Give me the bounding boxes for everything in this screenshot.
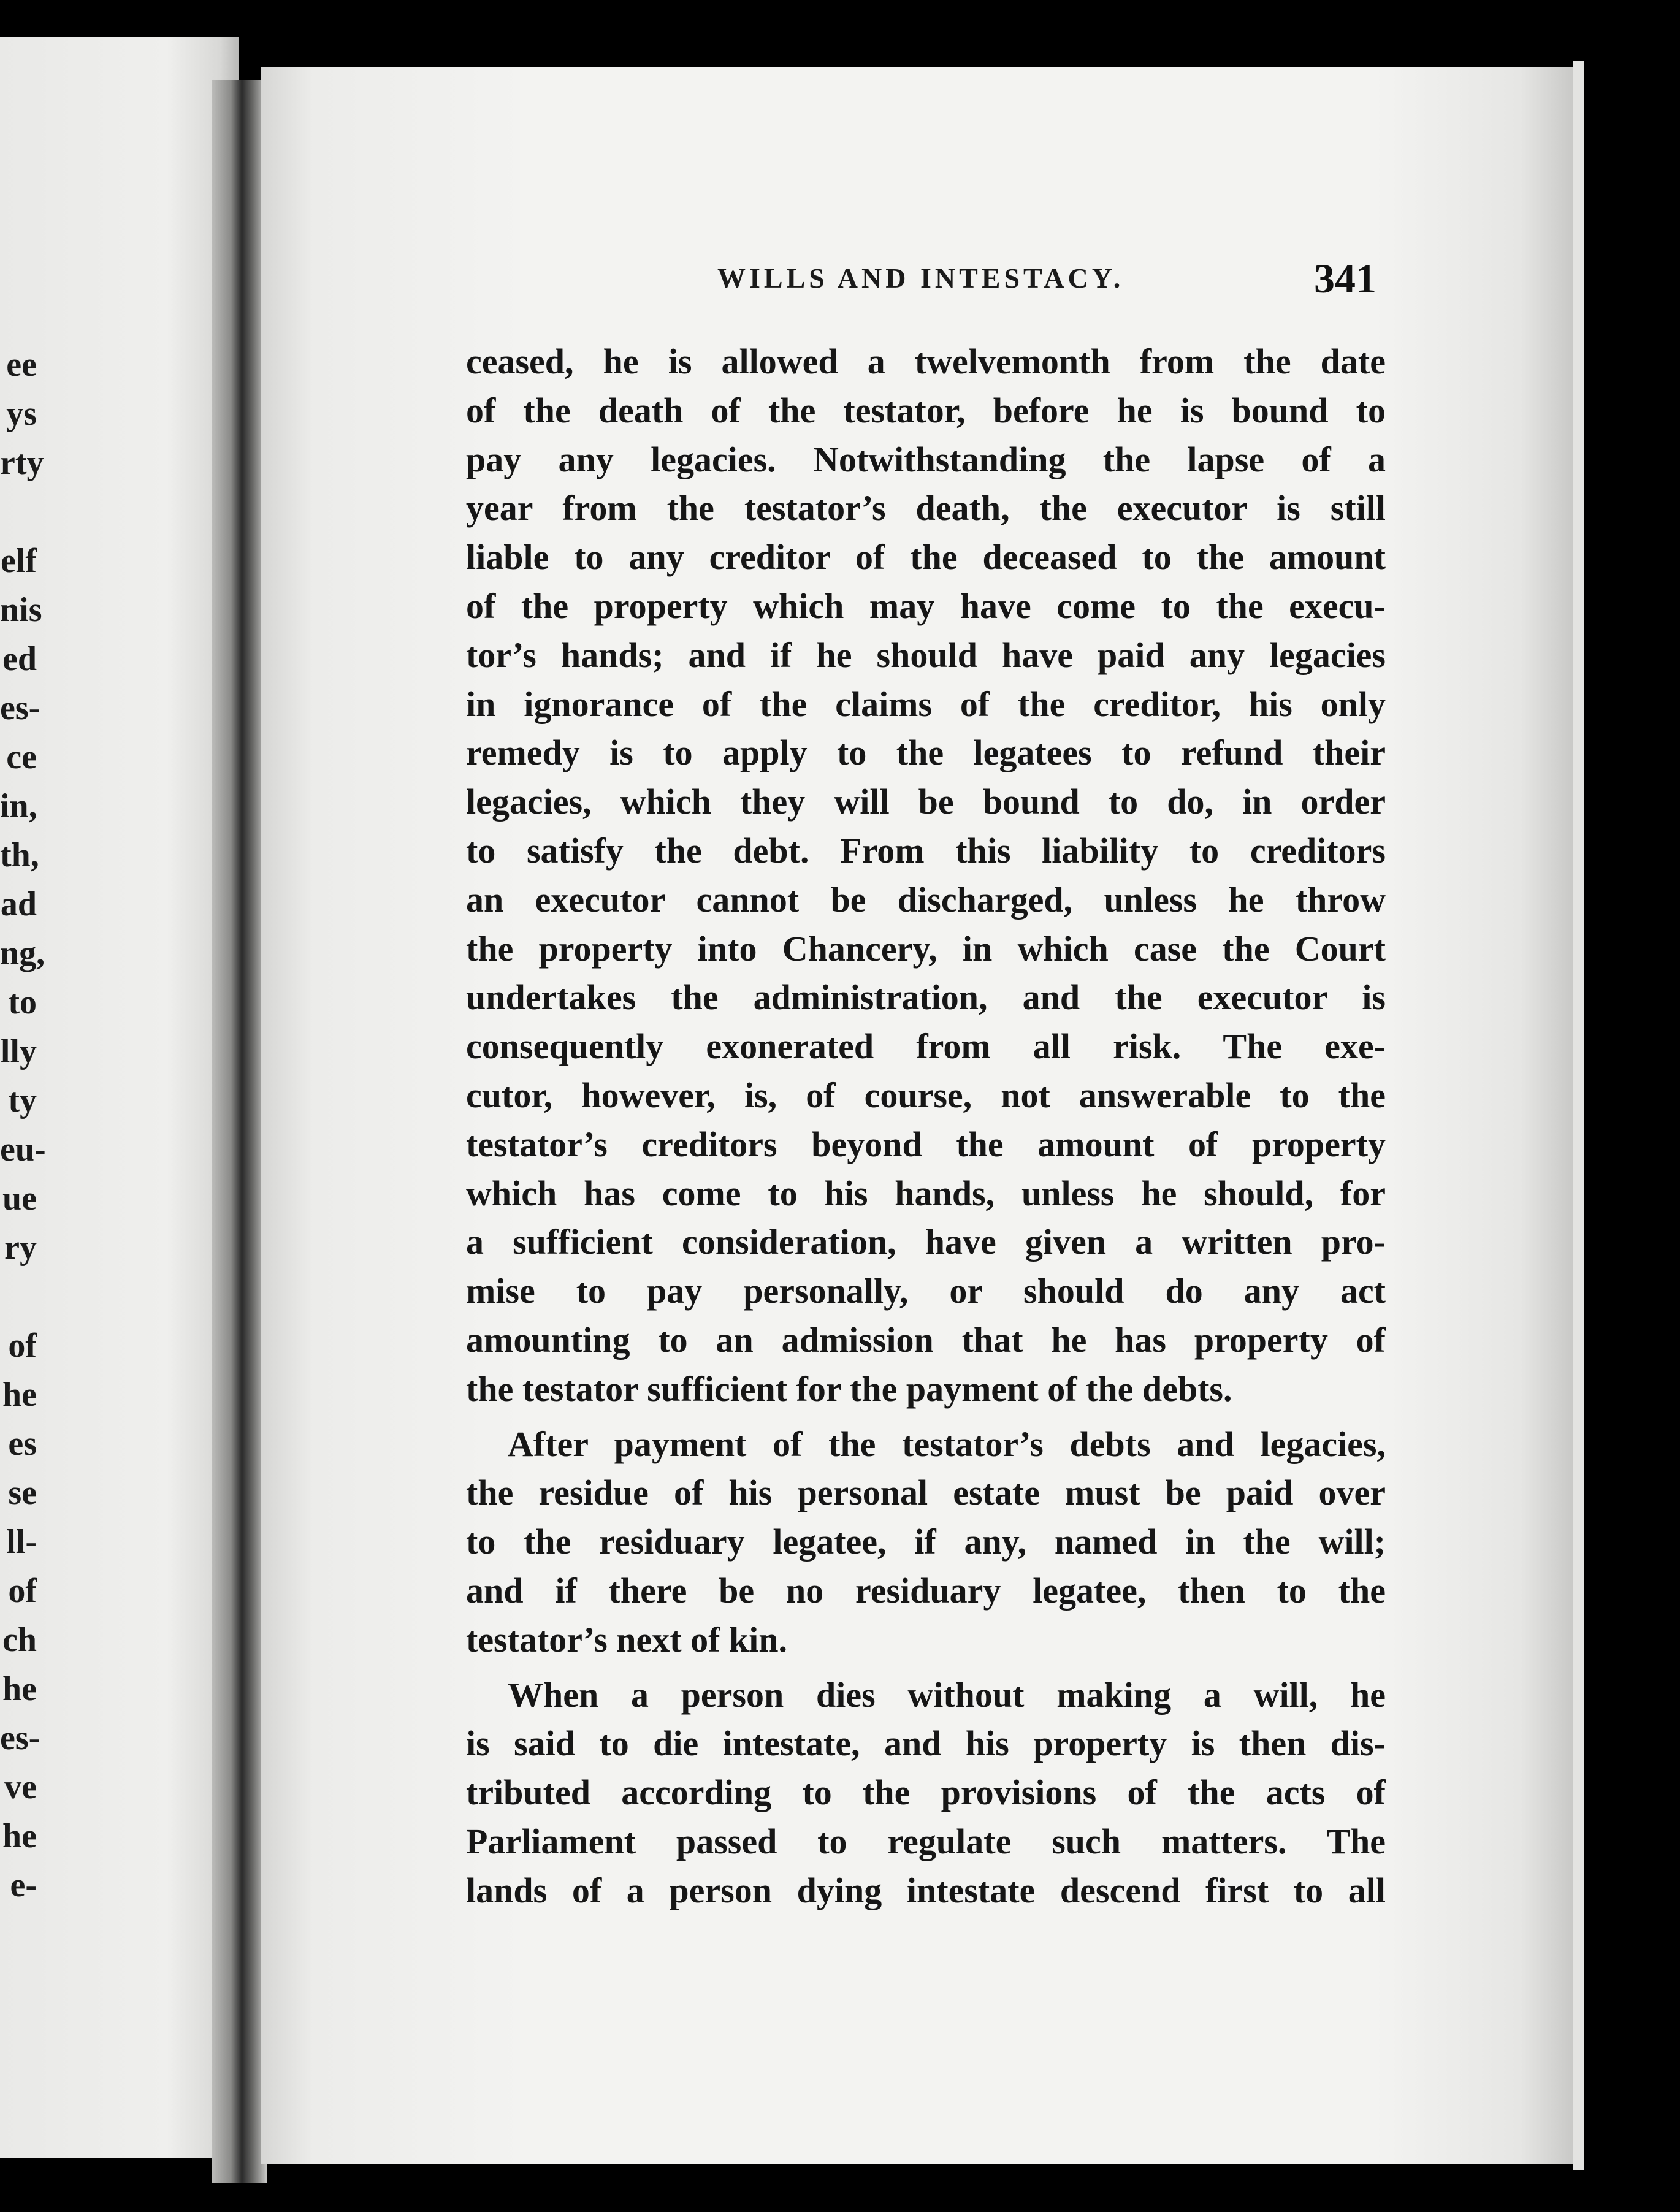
fragment-line: to — [8, 983, 37, 1021]
fragment-line: he — [2, 1817, 37, 1855]
fragment-line: of — [8, 1327, 37, 1365]
text-line: is said to die intestate, and his property is then dis- — [466, 1723, 1386, 1764]
text-line: mise to pay personally, or should do any act — [466, 1271, 1386, 1311]
text-line: tributed according to the provisions of the acts of — [466, 1772, 1386, 1813]
text-line: cutor, however, is, of course, not answerable to the — [466, 1075, 1386, 1115]
text-line: which has come to his hands, unless he should, for — [466, 1173, 1386, 1213]
fragment-line: e- — [10, 1866, 37, 1904]
text-line: a sufficient consideration, have given a written pro- — [466, 1222, 1386, 1262]
fragment-line — [0, 1272, 37, 1321]
fragment-line: ce — [6, 738, 37, 776]
fragment-line: ry — [4, 1229, 37, 1267]
fragment-line: in, — [0, 787, 37, 825]
fragment-line: nis — [0, 591, 42, 629]
text-line: After payment of the testator’s debts and legacies, — [508, 1424, 1386, 1464]
text-line: of the property which may have come to the execu- — [466, 585, 1386, 626]
text-line: undertakes the administration, and the executor is — [466, 977, 1386, 1018]
page-number: 341 — [1314, 255, 1376, 302]
fragment-line: se — [8, 1474, 37, 1512]
text-line: the property into Chancery, in which case the Court — [466, 928, 1386, 969]
page-header — [711, 254, 1392, 302]
text-line: remedy is to apply to the legatees to refund their — [466, 733, 1386, 773]
body-text — [466, 337, 1386, 1915]
text-line: and if there be no residuary legatee, then to the — [466, 1570, 1386, 1611]
text-line: legacies, which they will be bound to do, in order — [466, 782, 1386, 822]
fragment-line: elf — [0, 542, 37, 580]
text-line: consequently exonerated from all risk. The exe- — [466, 1026, 1386, 1067]
text-line: tor’s hands; and if he should have paid any legacies — [466, 635, 1386, 675]
fragment-line: ty — [8, 1081, 37, 1119]
fragment-line: ad — [0, 885, 37, 923]
text-line: the residue of his personal estate must be paid over — [466, 1473, 1386, 1513]
facing-page-text-fragments — [0, 340, 46, 1910]
text-line: lands of a person dying intestate descend first to all — [466, 1870, 1386, 1910]
fragment-line: ve — [4, 1768, 37, 1806]
text-line: the testator sufficient for the payment of the debts. — [466, 1368, 1232, 1409]
fragment-line: ee — [6, 346, 37, 384]
fragment-line: he — [2, 1376, 37, 1414]
text-line: to the residuary legatee, if any, named in the will; — [466, 1522, 1386, 1562]
text-line: of the death of the testator, before he is bound to — [466, 390, 1386, 430]
fragment-line: ys — [6, 395, 37, 433]
fragment-line: eu- — [0, 1131, 46, 1169]
fragment-line: ll- — [6, 1523, 37, 1561]
fragment-line: ed — [2, 640, 37, 678]
fragment-line: es — [8, 1425, 37, 1463]
fragment-line: he — [2, 1670, 37, 1708]
facing-page — [0, 37, 239, 2158]
fragment-line — [0, 487, 37, 536]
fragment-line: es- — [0, 1719, 40, 1757]
text-line: an executor cannot be discharged, unless he throw — [466, 879, 1386, 920]
fragment-line: of — [8, 1572, 37, 1610]
text-line: liable to any creditor of the deceased to the amount — [466, 537, 1386, 578]
fragment-line: ng, — [0, 934, 45, 972]
text-line: pay any legacies. Notwithstanding the lapse of a — [466, 439, 1386, 479]
fragment-line: ch — [2, 1621, 37, 1659]
text-line: in ignorance of the claims of the creditor, his only — [466, 684, 1386, 724]
text-line: year from the testator’s death, the executor is still — [466, 488, 1386, 528]
fragment-line: lly — [0, 1032, 37, 1070]
fragment-line: es- — [0, 689, 40, 727]
text-line: testator’s creditors beyond the amount of property — [466, 1124, 1386, 1164]
fragment-line: ue — [2, 1180, 37, 1218]
page-edge — [1573, 61, 1584, 2170]
running-head: WILLS AND INTESTACY. — [717, 262, 1124, 294]
fragment-line: th, — [0, 836, 39, 874]
book-gutter — [212, 80, 267, 2183]
text-line: ceased, he is allowed a twelvemonth from the date — [466, 341, 1386, 381]
text-line: testator’s next of kin. — [466, 1619, 788, 1660]
text-line: When a person dies without making a will, he — [508, 1674, 1386, 1715]
text-line: Parliament passed to regulate such matters. The — [466, 1821, 1386, 1861]
fragment-line: rty — [0, 444, 44, 482]
text-line: amounting to an admission that he has property of — [466, 1319, 1386, 1360]
text-line: to satisfy the debt. From this liability to creditors — [466, 830, 1386, 871]
